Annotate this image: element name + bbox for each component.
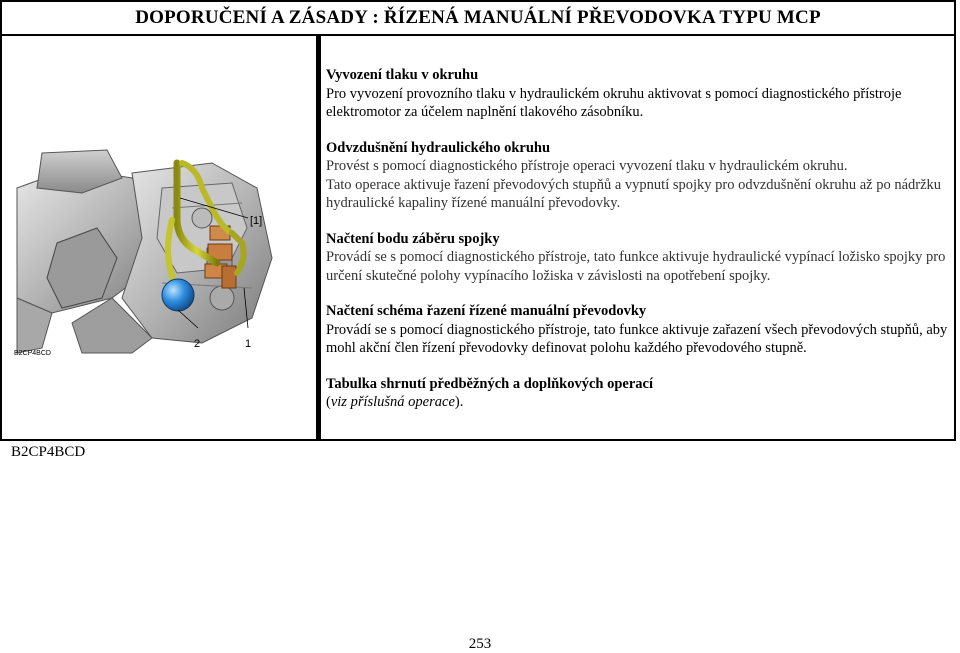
section-clutch-point — [326, 230, 948, 286]
content-box — [0, 34, 956, 441]
section-heading: Tabulka shrnutí předběžných a doplňkových operací — [326, 375, 654, 392]
callout-2-label: 2 — [194, 338, 201, 350]
section-heading: Vyvození tlaku v okruhu — [326, 67, 479, 83]
section-bleeding — [326, 139, 948, 213]
callout-1-label: 1 — [245, 338, 252, 350]
section-body: Provádí se s pomocí diagnostického přístroje, tato funkce aktivuje hydraulické vypínací ložisko spojky pro určení skutečné polohy vypínacího ložiska v závislosti na opotřebení spojky. — [326, 249, 946, 284]
page-number: 253 — [468, 636, 492, 652]
reference-text: viz příslušná operace — [330, 394, 455, 410]
section-body-2: Tato operace aktivuje řazení převodových stupňů a vypnutí spojky pro odvzdušnění okruhu až po nádržku hydraulické kapaliny řízené manuální převodovky. — [326, 176, 942, 211]
section-heading: Odvzdušnění hydraulického okruhu — [326, 139, 551, 156]
section-heading: Načtení bodu záběru spojky — [326, 230, 500, 247]
reference-code: B2CP4BCD — [11, 444, 86, 460]
image-code-label: B2CP4BCD — [14, 350, 51, 357]
gearbox-drawing — [12, 148, 312, 360]
section-shift-pattern — [326, 302, 948, 358]
section-body: Pro vyvození provozního tlaku v hydraulickém okruhu aktivovat s pomocí diagnostického přístroje elektromotor za účelem naplnění tlakového zásobníku. — [326, 85, 902, 120]
section-heading: Načtení schéma řazení řízené manuální převodovky — [326, 303, 647, 319]
section-body — [326, 393, 948, 412]
page-title: DOPORUČENÍ A ZÁSADY : ŘÍZENÁ MANUÁLNÍ PŘEVODOVKA TYPU MCP — [0, 0, 956, 36]
paren-close: ). — [454, 394, 464, 410]
section-body: Provádí se s pomocí diagnostického přístroje, tato funkce aktivuje zařazení všech převodových stupňů, aby mohl akční člen řízení převodovky definovat polohu každého převodového stupně. — [326, 321, 948, 356]
gearbox-illustration — [12, 148, 312, 360]
paren-open: ( — [326, 394, 331, 410]
instructions-column — [326, 66, 948, 429]
section-summary-table — [326, 375, 948, 412]
section-body: Provést s pomocí diagnostického přístroje operaci vyvození tlaku v hydraulickém okruhu. — [326, 158, 848, 174]
callout-bracket-label: [1] — [250, 215, 263, 227]
column-divider — [316, 36, 321, 439]
section-pressure — [326, 66, 948, 122]
